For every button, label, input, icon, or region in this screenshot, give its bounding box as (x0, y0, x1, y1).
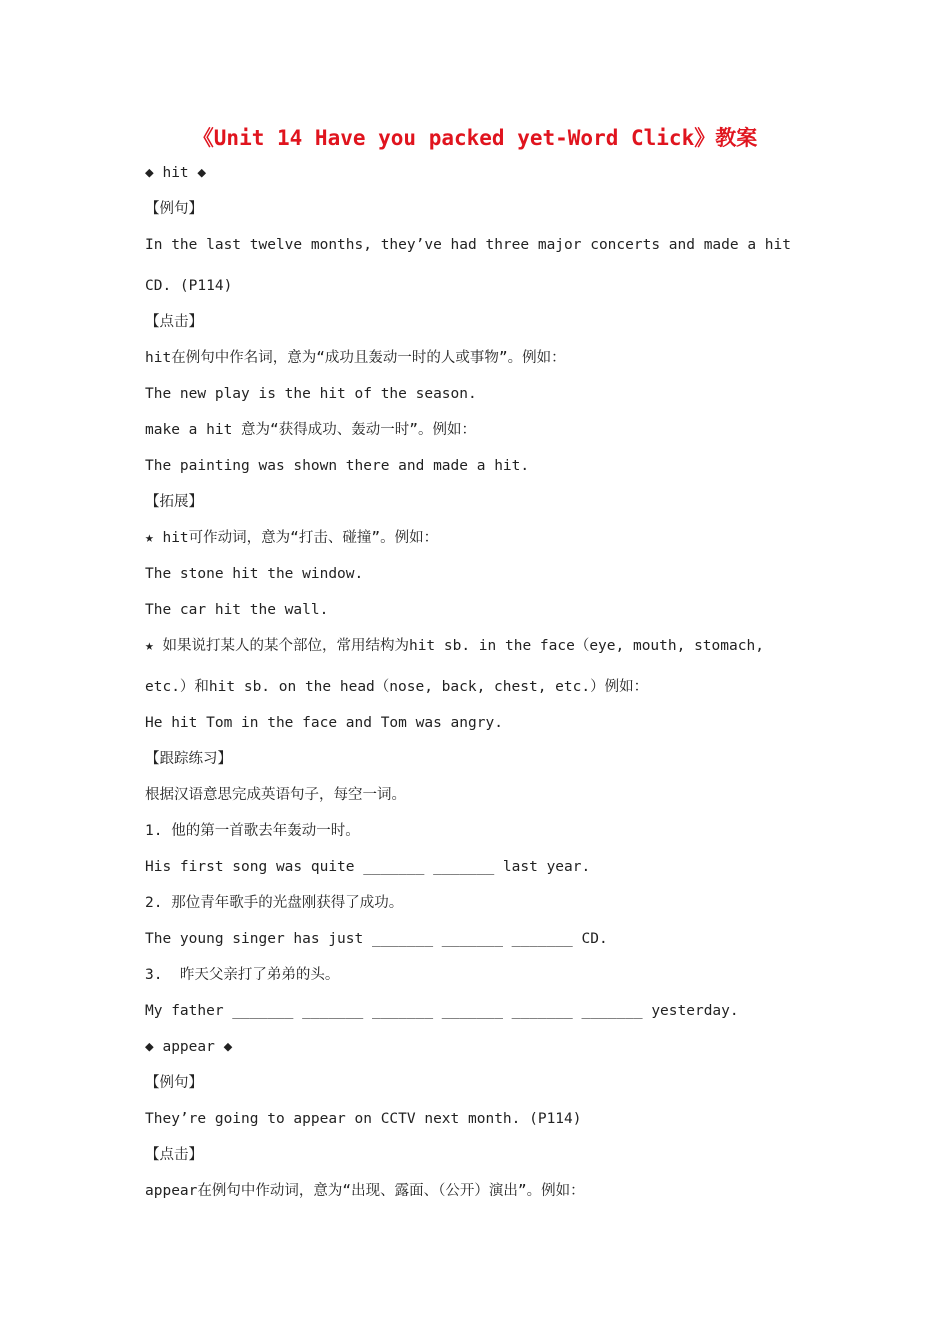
text-line: hit在例句中作名词，意为“成功且轰动一时的人或事物”。例如： (145, 350, 566, 366)
text-line: 【例句】 (145, 201, 203, 217)
text-line: 【点击】 (145, 314, 203, 330)
text-line: ★ 如果说打某人的某个部位，常用结构为hit sb. in the face（eye, mouth, stomach, (145, 638, 764, 654)
text-line: 3. 昨天父亲打了弟弟的头。 (145, 967, 340, 983)
text-line: make a hit 意为“获得成功、轰动一时”。例如： (145, 422, 476, 438)
text-line: They’re going to appear on CCTV next month. (P114) (145, 1111, 582, 1127)
text-line: He hit Tom in the face and Tom was angry. (145, 715, 503, 731)
text-line: 【拓展】 (145, 494, 203, 510)
text-line: My father _______ _______ _______ _______ _______ _______ yesterday. (145, 1003, 739, 1019)
text-line: CD. (P114) (145, 278, 233, 294)
text-line: The new play is the hit of the season. (145, 386, 477, 402)
text-line: ★ hit可作动词，意为“打击、碰撞”。例如： (145, 530, 439, 546)
text-line: appear在例句中作动词，意为“出现、露面、（公开）演出”。例如： (145, 1183, 585, 1199)
text-line: ◆ appear ◆ (145, 1039, 233, 1055)
text-line: 【点击】 (145, 1147, 203, 1163)
text-line: The painting was shown there and made a hit. (145, 458, 530, 474)
text-line: 【跟踪练习】 (145, 751, 232, 767)
text-line: 2. 那位青年歌手的光盘刚获得了成功。 (145, 895, 404, 911)
text-line: ◆ hit ◆ (145, 165, 207, 181)
text-line: 1. 他的第一首歌去年轰动一时。 (145, 823, 360, 839)
text-line: etc.）和hit sb. on the head（nose, back, chest, etc.）例如： (145, 679, 649, 695)
document-title: 《Unit 14 Have you packed yet-Word Click》教案 (192, 126, 758, 150)
text-line: 根据汉语意思完成英语句子，每空一词。 (145, 787, 406, 803)
text-line: The young singer has just _______ _______ _______ CD. (145, 931, 608, 947)
text-line: The stone hit the window. (145, 566, 364, 582)
text-line: In the last twelve months, they’ve had three major concerts and made a hit (145, 237, 792, 253)
text-line: His first song was quite _______ _______ last year. (145, 859, 591, 875)
text-line: The car hit the wall. (145, 602, 329, 618)
document-body (145, 160, 815, 1214)
text-line: 【例句】 (145, 1075, 203, 1091)
